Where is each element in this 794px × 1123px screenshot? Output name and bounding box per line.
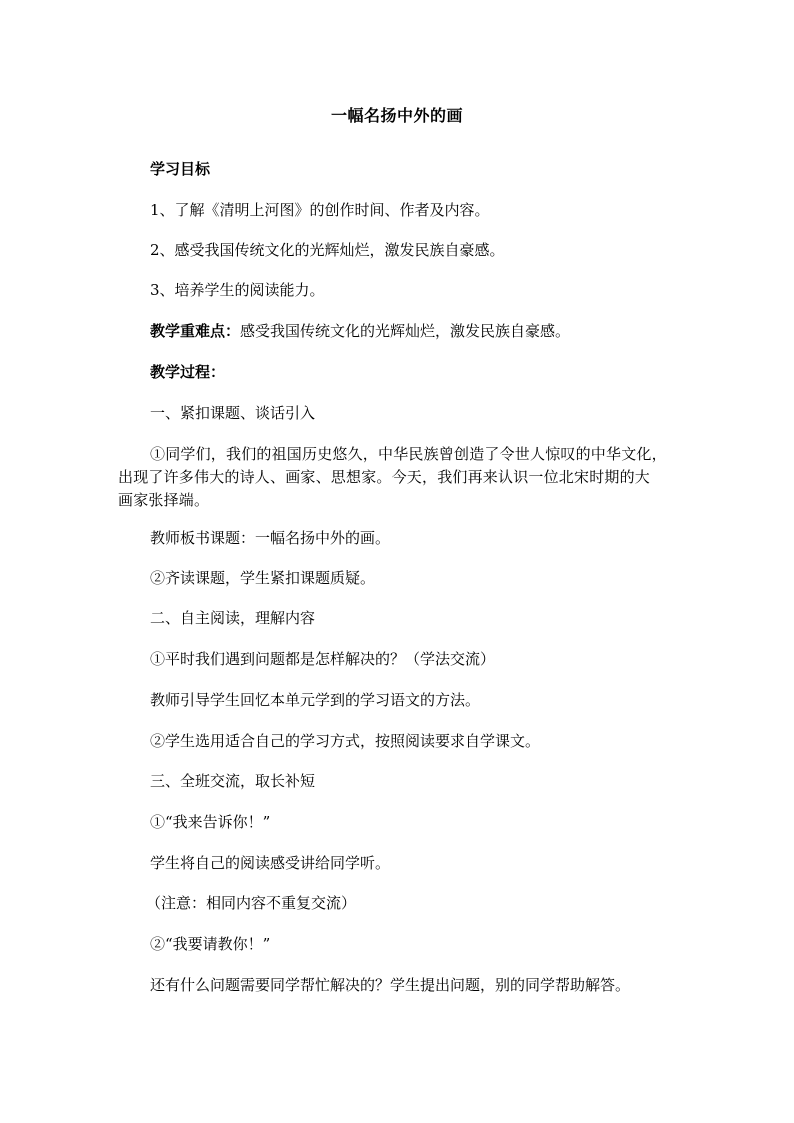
goal-item-1: 1、了解《清明上河图》的创作时间、作者及内容。 [150,201,490,219]
process-heading: 教学过程： [150,363,226,381]
section2-step-1: ①平时我们遇到问题都是怎样解决的？（学法交流） [150,650,496,668]
document-title: 一幅名扬中外的画 [330,106,463,125]
section2-heading: 二、自主阅读，理解内容 [150,609,316,627]
section3-step-1: ①“我来告诉你！” [150,813,271,831]
section3-note: （注意：相同内容不重复交流） [146,894,357,912]
section1-paragraph-line-3: 画家张择端。 [118,491,210,509]
section1-heading: 一、紧扣课题、谈话引入 [150,404,316,422]
section3-step-2: ②“我要请教你！” [150,935,271,953]
section1-board-note: 教师板书课题：一幅名扬中外的画。 [150,529,391,547]
section1-step-2: ②齐读课题，学生紧扣课题质疑。 [150,569,376,587]
section3-ask: 还有什么问题需要同学帮忙解决的？学生提出问题，别的同学帮助解答。 [150,976,631,994]
goal-item-3: 3、培养学生的阅读能力。 [150,281,325,299]
section3-heading: 三、全班交流，取长补短 [150,772,316,790]
learning-goals-heading: 学习目标 [150,160,211,178]
key-points-line [150,320,570,342]
goal-item-2: 2、感受我国传统文化的光辉灿烂，激发民族自豪感。 [150,241,505,259]
section2-guide: 教师引导学生回忆本单元学到的学习语文的方法。 [150,691,481,709]
section1-paragraph-line-1: ①同学们，我们的祖国历史悠久，中华民族曾创造了令世人惊叹的中华文化， [150,445,667,463]
section1-paragraph [118,443,678,512]
section2-step-2: ②学生选用适合自己的学习方式，按照阅读要求自学课文。 [150,732,541,750]
key-points-label: 教学重难点： [150,322,241,340]
section3-share: 学生将自己的阅读感受讲给同学听。 [150,854,391,872]
key-points-text: 感受我国传统文化的光辉灿烂，激发民族自豪感。 [240,322,571,340]
section1-paragraph-line-2: 出现了许多伟大的诗人、画家、思想家。今天，我们再来认识一位北宋时期的大 [118,468,651,486]
